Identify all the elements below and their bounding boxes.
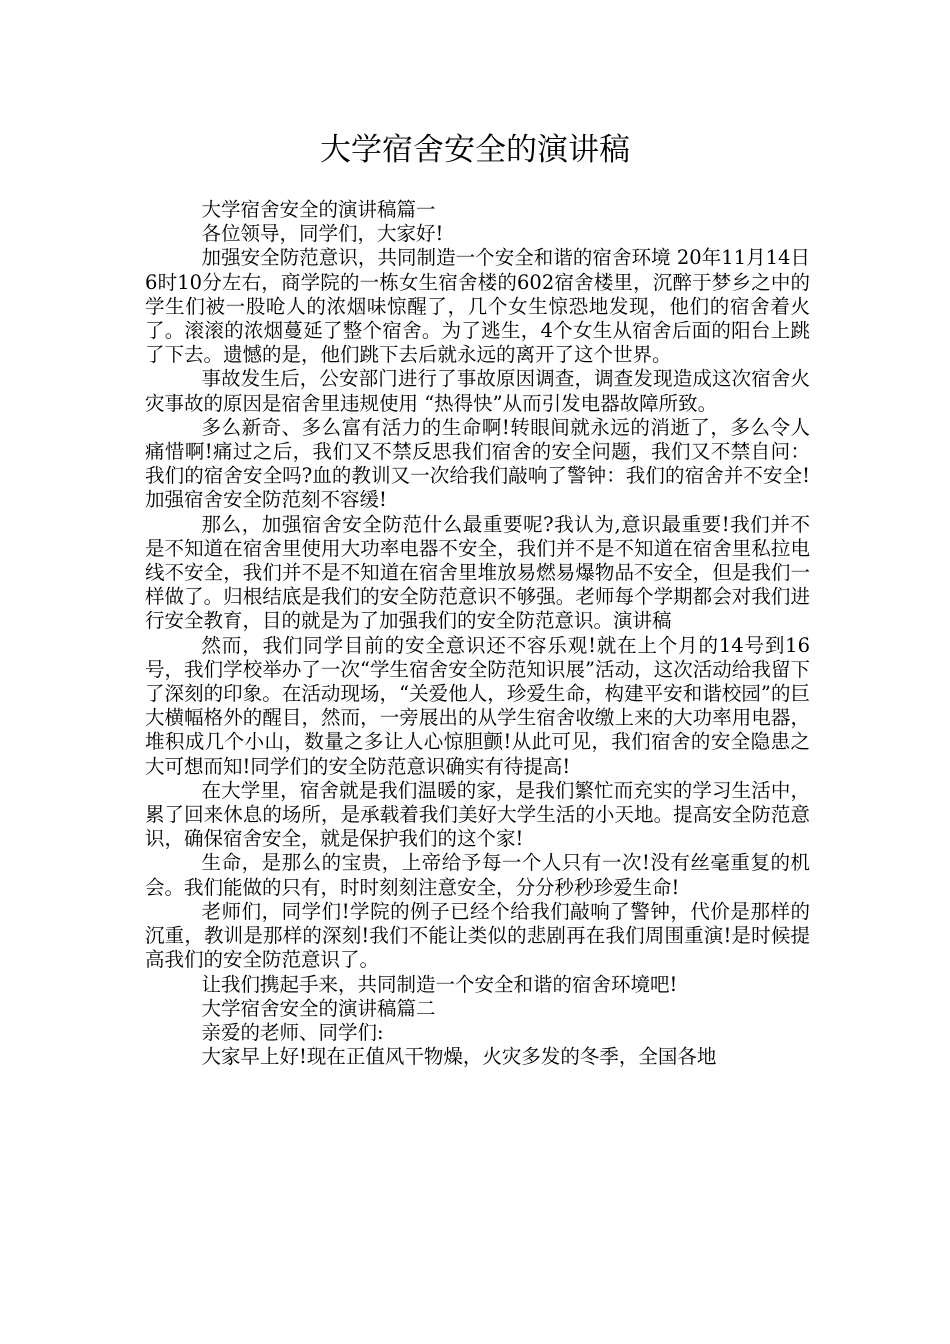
greeting: 各位领导，同学们，大家好! — [201, 222, 444, 246]
paragraph: 大家早上好!现在正值风干物燥，火灾多发的冬季，全国各地 — [201, 1045, 717, 1069]
paragraph: 在大学里，宿舍就是我们温暖的家，是我们繁忙而充实的学习生活中，累了回来休息的场所，是承载着我们美好大学生活的小天地。提高安全防范意识，确保宿舍安全，就是保护我们的这个家! — [145, 778, 810, 851]
paragraph: 老师们，同学们!学院的例子已经个给我们敲响了警钟，代价是那样的沉重，教训是那样的深刻!我们不能让类似的悲剧再在我们周围重演!是时候提高我们的安全防范意识了。 — [145, 899, 810, 972]
document-body — [145, 198, 810, 1069]
greeting: 亲爱的老师、同学们: — [201, 1020, 384, 1044]
paragraph: 事故发生后，公安部门进行了事故原因调查，调查发现造成这次宿舍火灾事故的原因是宿舍里违规使用 “热得快”从而引发电器故障所致。 — [145, 367, 810, 415]
paragraph: 然而，我们同学目前的安全意识还不容乐观!就在上个月的14号到16号，我们学校举办了一次“学生宿舍安全防范知识展”活动，这次活动给我留下了深刻的印象。在活动现场，“关爱他人，珍爱生命，构建平安和谐校园”的巨大横幅格外的醒目，然而，一旁展出的从学生宿舍收缴上来的大功率用电器，堆积成几个小山，数量之多让人心惊胆颤!从此可见，我们宿舍的安全隐患之大可想而知!同学们的安全防范意识确实有待提高! — [145, 633, 810, 778]
section-heading: 大学宿舍安全的演讲稿篇二 — [201, 996, 436, 1020]
paragraph: 加强安全防范意识，共同制造一个安全和谐的宿舍环境 20年11月14日6时10分左右，商学院的一栋女生宿舍楼的602宿舍楼里，沉醉于梦乡之中的学生们被一股呛人的浓烟味惊醒了，几个女生惊恐地发现，他们的宿舍着火了。滚滚的浓烟蔓延了整个宿舍。为了逃生，4个女生从宿舍后面的阳台上跳了下去。遗憾的是，他们跳下去后就永远的离开了这个世界。 — [145, 246, 810, 367]
paragraph: 多么新奇、多么富有活力的生命啊!转眼间就永远的消逝了，多么令人痛惜啊!痛过之后，我们又不禁反思我们宿舍的安全问题，我们又不禁自问：我们的宿舍安全吗?血的教训又一次给我们敲响了警钟：我们的宿舍并不安全!加强宿舍安全防范刻不容缓! — [145, 415, 810, 512]
section-heading: 大学宿舍安全的演讲稿篇一 — [201, 198, 436, 221]
document-title: 大学宿舍安全的演讲稿 — [320, 132, 630, 168]
paragraph: 生命，是那么的宝贵，上帝给予每一个人只有一次!没有丝毫重复的机会。我们能做的只有，时时刻刻注意安全，分分秒秒珍爱生命! — [145, 851, 810, 899]
paragraph: 那么，加强宿舍安全防范什么最重要呢?我认为,意识最重要!我们并不是不知道在宿舍里使用大功率电器不安全，我们并不是不知道在宿舍里私拉电线不安全，我们并不是不知道在宿舍里堆放易燃易爆物品不安全，但是我们一样做了。归根结底是我们的安全防范意识不够强。老师每个学期都会对我们进行安全教育，目的就是为了加强我们的安全防范意识。演讲稿 — [145, 512, 810, 633]
paragraph: 让我们携起手来，共同制造一个安全和谐的宿舍环境吧! — [201, 972, 678, 996]
